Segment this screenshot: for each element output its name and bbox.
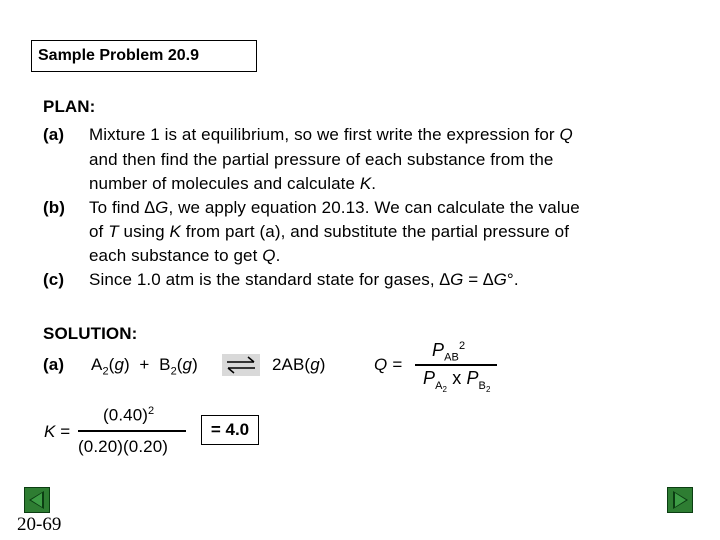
equilibrium-arrow-icon [222, 354, 260, 376]
plan-a-line3: number of molecules and calculate K. [89, 174, 377, 193]
title-box: Sample Problem 20.9 [31, 40, 257, 72]
q-numerator: $P_{AB}^2$ [432, 340, 466, 364]
q-fraction-line [415, 364, 497, 366]
reaction-left: $A_2(g) + B_2(g)$ [91, 355, 198, 378]
plan-b-line2: of T using K from part (a), and substitute the partial pressure of [89, 222, 570, 241]
k-label: K = [44, 422, 71, 441]
solution-a-label: (a) [43, 355, 65, 374]
plan-a-label: (a) [43, 125, 65, 144]
k-result-box: = 4.0 [201, 415, 259, 445]
q-label: Q = [374, 355, 403, 374]
plan-b-line1: To find ∆G, we apply equation 20.13. We can calculate the value [89, 198, 580, 217]
k-numerator: $(0.40)^2$ [103, 405, 155, 425]
plan-c-label: (c) [43, 270, 65, 289]
k-denominator: (0.20)(0.20) [78, 437, 169, 456]
slide-number: 20-69 [17, 514, 62, 535]
plan-b-line3: each substance to get Q. [89, 246, 281, 265]
previous-slide-button[interactable] [24, 487, 50, 513]
reaction-product: 2AB(g) [272, 355, 326, 374]
plan-b-label: (b) [43, 198, 66, 217]
next-slide-button[interactable] [667, 487, 693, 513]
plan-a-line1: Mixture 1 is at equilibrium, so we first write the expression for Q [89, 125, 573, 144]
plan-c-line: Since 1.0 atm is the standard state for gases, ∆G = ∆G°. [89, 270, 519, 289]
plan-heading: PLAN: [43, 97, 96, 116]
solution-heading: SOLUTION: [43, 324, 138, 343]
q-denominator: $P_{A_2}$ x $P_{B_2}$ [423, 368, 491, 394]
k-fraction-line [78, 430, 186, 432]
plan-a-line2: and then find the partial pressure of each substance from the [89, 150, 554, 169]
